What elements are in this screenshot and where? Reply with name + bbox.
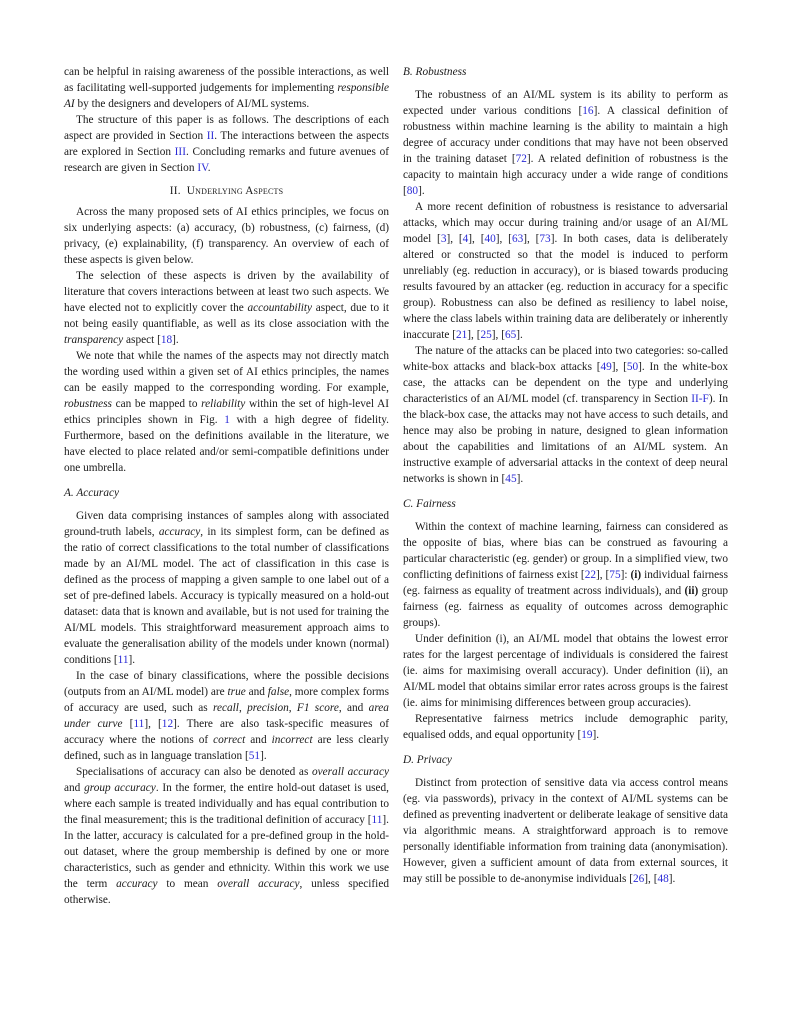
italic-term: accountability bbox=[247, 302, 313, 314]
citation-link[interactable]: II bbox=[206, 130, 215, 142]
subsection-heading-privacy: D. Privacy bbox=[403, 754, 452, 766]
text-run: and bbox=[64, 782, 85, 794]
text-run: ], [ bbox=[611, 361, 627, 373]
text-run: , in its simplest form, can be defined as the ratio of correct classifications to the total number of classifications made by an AI/ML model. The act of classification in this case is defined as the process of mapping a given sample to one label out of a set of pre-defined labels. Accuracy is typically measured on a hold-out dataset: data that is known and available, but is not used for training the AI/ML models. This straightforward measurement approach aims to evaluate the generalisation ability of the models under known (normal) conditions [ bbox=[64, 526, 389, 666]
italic-term: accuracy bbox=[158, 526, 201, 538]
text-run: ]. In the latter, accuracy is calculated for a pre-defined group in the hold-out dataset, where the group membership is defined by one or more characteristics, such as gender and ethnicity. Within this work we use the term bbox=[64, 814, 389, 890]
text-run: ]. bbox=[668, 873, 676, 885]
citation-link[interactable]: 16 bbox=[582, 105, 594, 117]
citation-link[interactable]: 63 bbox=[511, 233, 524, 245]
text-run: aspect, due to it not being easily quantifiable, as well as its close association with the bbox=[64, 302, 389, 330]
accuracy-definition-paragraph bbox=[64, 508, 389, 668]
citation-link[interactable]: 73 bbox=[539, 233, 551, 245]
italic-term: F1 score bbox=[296, 702, 339, 714]
text-run: within the set of high-level AI ethics principles shown in Fig. bbox=[64, 398, 389, 426]
text-run: Given data comprising instances of samples along with associated ground-truth labels, bbox=[64, 510, 389, 538]
text-run: ]: bbox=[620, 569, 631, 581]
robustness-definition-paragraph bbox=[403, 87, 728, 199]
text-run: ]. bbox=[516, 473, 524, 485]
italic-term: transparency bbox=[64, 334, 124, 346]
citation-link[interactable]: 49 bbox=[600, 361, 612, 373]
citation-link[interactable]: 12 bbox=[161, 718, 174, 730]
citation-link[interactable]: 4 bbox=[462, 233, 469, 245]
citation-link[interactable]: 48 bbox=[657, 873, 669, 885]
citation-link[interactable]: 40 bbox=[484, 233, 496, 245]
left-column bbox=[64, 64, 389, 908]
text-run: ]. A classical definition of robustness within machine learning is the ability to maintain a high degree of accuracy under conditions that may have not been observed in the training dataset [ bbox=[403, 105, 728, 165]
text-run: ]. bbox=[260, 750, 267, 762]
citation-link[interactable]: 11 bbox=[133, 718, 145, 730]
text-run: The selection of these aspects is driven by the availability of literature that covers interactions between at least two such aspects. We have elected not to explicitly cover the bbox=[64, 270, 389, 314]
italic-term: reliability bbox=[201, 398, 246, 410]
text-run: ], [ bbox=[468, 233, 485, 245]
citation-link[interactable]: 72 bbox=[515, 153, 527, 165]
citation-link[interactable]: 11 bbox=[117, 654, 129, 666]
text-run: ]. bbox=[592, 729, 600, 741]
text-run: The robustness of an AI/ML system is its ability to perform as expected under various conditions [ bbox=[403, 89, 728, 117]
intro-paragraph-end bbox=[64, 64, 389, 112]
text-run: ]. bbox=[128, 654, 136, 666]
bold-term: (i) bbox=[630, 569, 642, 581]
text-run: can be helpful in raising awareness of the possible interactions, as well as facilitating well-supported judgements for implementing bbox=[64, 66, 389, 94]
text-run: ]. bbox=[418, 185, 425, 197]
fairness-definition-paragraph bbox=[403, 519, 728, 631]
italic-term: overall accuracy bbox=[217, 878, 300, 890]
text-run: A more recent definition of robustness is resistance to adversarial attacks, which may occur during training and/or usage of an AI/ML model [ bbox=[403, 201, 728, 245]
aspects-overview-paragraph bbox=[64, 204, 389, 268]
text-run: ], [ bbox=[523, 233, 540, 245]
section-heading-underlying-aspects bbox=[64, 183, 389, 199]
subsection-heading-robustness: B. Robustness bbox=[403, 66, 467, 78]
text-run: ], [ bbox=[491, 329, 505, 341]
text-run: , bbox=[288, 702, 297, 714]
text-run: The structure of this paper is as follows. The descriptions of each aspect are provided in Section bbox=[64, 114, 389, 142]
italic-term: recall bbox=[213, 702, 239, 714]
citation-link[interactable]: 18 bbox=[160, 334, 173, 346]
text-run: ], [ bbox=[467, 329, 481, 341]
text-run: ], [ bbox=[495, 233, 512, 245]
text-run: are less clearly defined, such as in language translation [ bbox=[64, 734, 389, 762]
text-run: Specialisations of accuracy can also be denoted as bbox=[76, 766, 312, 778]
text-run: ]. A related definition of robustness is the capacity to maintain high accuracy under a wide range of conditions [ bbox=[403, 153, 728, 197]
text-run: ]. bbox=[516, 329, 523, 341]
italic-term: incorrect bbox=[271, 734, 313, 746]
italic-term: true bbox=[227, 686, 246, 698]
citation-link[interactable]: II-F bbox=[691, 393, 709, 405]
citation-link[interactable]: 21 bbox=[456, 329, 468, 341]
text-run: Within the context of machine learning, fairness can considered as the opposite of bias, where bias can be construed as favouring a particular characteristic (eg. gender) or group. In a simplified view, two conflicting definitions of fairness exist [ bbox=[403, 521, 728, 581]
text-run: group fairness (eg. fairness as equality of outcomes across demographic groups). bbox=[403, 585, 728, 629]
citation-link[interactable]: 75 bbox=[609, 569, 621, 581]
citation-link[interactable]: IV bbox=[197, 162, 208, 174]
citation-link[interactable]: 65 bbox=[504, 329, 517, 341]
text-run: ], [ bbox=[446, 233, 463, 245]
italic-term: correct bbox=[213, 734, 246, 746]
italic-term: robustness bbox=[64, 398, 112, 410]
accuracy-specialisations-paragraph bbox=[64, 764, 389, 908]
citation-link[interactable]: 50 bbox=[626, 361, 639, 373]
text-run: aspect [ bbox=[123, 334, 161, 346]
text-run: Representative fairness metrics include demographic parity, equalised odds, and equal opportunity [ bbox=[403, 713, 728, 741]
italic-term: group accuracy bbox=[84, 782, 156, 794]
text-run: Under definition (i), an AI/ML model that obtains the lowest error rates for the largest percentage of individuals is considered the fairest (ie. aims for maximising overall accuracy). Under definition (ii), an AI/ML model that obtains similar error rates across groups is the fairest (ie. aims for minimising differences between group accuracies). bbox=[403, 633, 728, 709]
text-run: ]. In both cases, data is deliberately altered or constructed so that the model is induced to perform unreliably (eg. reduction in accuracy), or is biased towards producing results favoured by an attacker (eg. reduction in accuracy for a specific group). Robustness can also be defined as resiliency to label noise, where the class labels within training data are deliberately or inherently inaccurate [ bbox=[403, 233, 728, 341]
citation-link[interactable]: 45 bbox=[505, 473, 517, 485]
text-run: , and bbox=[338, 702, 369, 714]
right-column bbox=[403, 64, 728, 887]
text-run: and bbox=[245, 686, 268, 698]
citation-link[interactable]: 26 bbox=[633, 873, 645, 885]
italic-term: precision bbox=[247, 702, 289, 714]
text-run: , more complex forms of accuracy are used, such as bbox=[64, 686, 389, 714]
fairness-metrics-paragraph bbox=[403, 711, 728, 743]
italic-term: area under curve bbox=[64, 702, 389, 730]
binary-classification-paragraph bbox=[64, 668, 389, 764]
citation-link[interactable]: 80 bbox=[406, 185, 419, 197]
text-run: , unless specified otherwise. bbox=[64, 878, 389, 906]
text-run: ], [ bbox=[644, 873, 658, 885]
section-title: Underlying Aspects bbox=[186, 185, 284, 197]
text-run: individual fairness (eg. fairness as equality of treatment across individuals), and bbox=[403, 569, 728, 597]
text-run: The nature of the attacks can be placed into two categories: so-called white-box attacks and black-box attacks [ bbox=[403, 345, 728, 373]
text-run: ], [ bbox=[144, 718, 162, 730]
text-run: ]. There are also task-specific measures of accuracy where the notions of bbox=[64, 718, 389, 746]
text-run: . In the former, the entire hold-out dataset is used, where each sample is treated individually and has equal contribution to the final measurement; this is the traditional definition of accuracy [ bbox=[64, 782, 390, 826]
text-run: In the case of binary classifications, where the possible decisions (outputs from an AI/ML model) are bbox=[64, 670, 389, 698]
adversarial-robustness-paragraph bbox=[403, 199, 728, 343]
text-run: . The interactions between the aspects are explored in Section bbox=[64, 130, 389, 158]
italic-term: responsible AI bbox=[64, 82, 389, 110]
paper-structure-paragraph bbox=[64, 112, 389, 176]
italic-term: accuracy bbox=[116, 878, 158, 890]
text-run: ]. bbox=[172, 334, 179, 346]
citation-link[interactable]: 19 bbox=[581, 729, 593, 741]
aspects-naming-paragraph bbox=[64, 348, 389, 476]
citation-link[interactable]: 3 bbox=[440, 233, 447, 245]
citation-link[interactable]: 51 bbox=[248, 750, 261, 762]
text-run: can be mapped to bbox=[111, 398, 202, 410]
text-run: by the designers and developers of AI/ML systems. bbox=[74, 98, 310, 110]
text-run: , bbox=[238, 702, 248, 714]
italic-term: false bbox=[267, 686, 290, 698]
text-run: to mean bbox=[157, 878, 218, 890]
text-run: and bbox=[245, 734, 272, 746]
text-run: with a high degree of fidelity. Furthermore, based on the definitions available in the literature, we have elected to place related and/or semi-compatible definitions under one umbrella. bbox=[64, 414, 390, 474]
text-run: . Concluding remarks and future avenues of research are given in Section bbox=[64, 146, 389, 174]
citation-link[interactable]: 1 bbox=[224, 414, 230, 426]
citation-link[interactable]: 11 bbox=[371, 814, 383, 826]
text-run: . bbox=[207, 162, 211, 174]
citation-link[interactable]: 22 bbox=[584, 569, 596, 581]
citation-link[interactable]: 25 bbox=[480, 329, 492, 341]
text-run: ). In the black-box case, the attacks may not have access to such details, and hence may also be probing in nature, designed to glean information about the capabilities and limitations of an AI/ML system. An instructive example of adversarial attacks in the context of deep neural networks is shown in [ bbox=[403, 393, 728, 485]
fairness-definitions-comparison-paragraph bbox=[403, 631, 728, 711]
bold-term: (ii) bbox=[684, 585, 699, 597]
italic-term: overall accuracy bbox=[311, 766, 389, 778]
privacy-definition-paragraph bbox=[403, 775, 728, 887]
subsection-heading-fairness: C. Fairness bbox=[403, 498, 456, 510]
section-number: II. bbox=[169, 185, 181, 197]
aspects-selection-paragraph bbox=[64, 268, 389, 348]
text-run: ]. In the white-box case, the attacks can be dependent on the type and underlying characteristics of an AI/ML model (cf. transparency in Section bbox=[403, 361, 728, 405]
citation-link[interactable]: III bbox=[174, 146, 186, 158]
subsection-heading-accuracy: A. Accuracy bbox=[64, 487, 119, 499]
text-run: [ bbox=[122, 718, 134, 730]
text-run: Across the many proposed sets of AI ethics principles, we focus on six underlying aspects: (a) accuracy, (b) robustness, (c) fairness, (d) privacy, (e) explainability, (f) transparency. An overview of each of these aspects is given below. bbox=[64, 206, 389, 266]
text-run: ], [ bbox=[595, 569, 610, 581]
text-run: Distinct from protection of sensitive data via access control means (eg. via passwords), privacy in the context of AI/ML systems can be defined as preventing inadvertent or deliberate leakage of sensitive data via algorithmic means. A straightforward approach is to remove personally identifiable information from training data (anonymisation). However, given a sufficient amount of data from external sources, it may still be possible to de-anonymise individuals [ bbox=[403, 777, 728, 885]
attack-categories-paragraph bbox=[403, 343, 728, 487]
text-run: We note that while the names of the aspects may not directly match the wording used within a given set of AI ethics principles, the names can be easily mapped to the corresponding wording. For example, bbox=[64, 350, 389, 394]
